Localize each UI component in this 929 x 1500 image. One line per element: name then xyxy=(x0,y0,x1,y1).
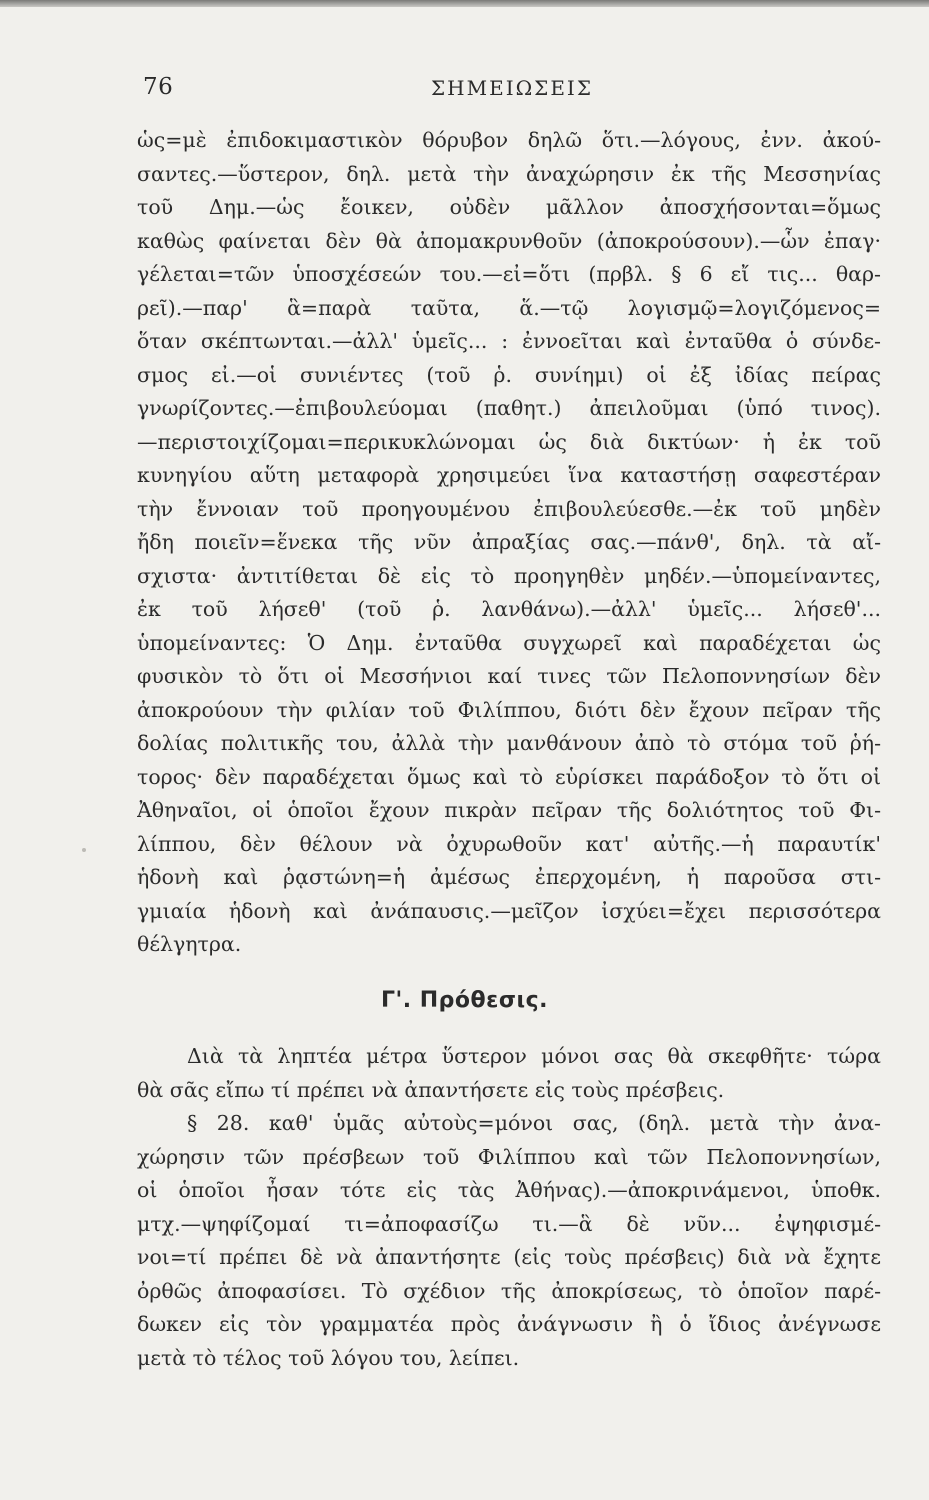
text-line: νοι=τί πρέπει δὲ νὰ ἀπαντήσητε (εἰς τοὺς πρέσβεις) διὰ νὰ ἔχητε xyxy=(137,1245,881,1269)
text-line: καθὼς φαίνεται δὲν θὰ ἀπομακρυνθοῦν (ἀποκρούσουν).—ὧν ἐπαγ· xyxy=(137,228,881,253)
text-line: ὀρθῶς ἀποφασίσει. Τὸ σχέδιον τῆς ἀποκρίσεως, τὸ ὁποῖον παρέ- xyxy=(137,1278,881,1303)
text-line: γέλεται=τῶν ὑποσχέσεών του.—εἰ=ὅτι (πρβλ. § 6 εἴ τις... θαρ- xyxy=(137,262,881,286)
running-head: ΣΗΜΕΙΩΣΕΙΣ xyxy=(431,76,593,100)
text-line: Ἀθηναῖοι, οἱ ὁποῖοι ἔχουν πικρὰν πεῖραν τῆς δολιότητος τοῦ Φι- xyxy=(137,798,881,822)
text-line: δολίας πολιτικῆς του, ἀλλὰ τὴν μανθάνουν ἀπὸ τὸ στόμα τοῦ ῥή- xyxy=(137,731,881,755)
text-line: ἤδη ποιεῖν=ἕνεκα τῆς νῦν ἀπραξίας σας.—πάνθ', δηλ. τὰ αἴ- xyxy=(137,530,881,554)
notes-block xyxy=(137,124,881,962)
text-line: σχιστα· ἀντιτίθεται δὲ εἰς τὸ προηγηθὲν μηδέν.—ὑπομείναντες, xyxy=(137,563,881,588)
section-heading: Γ'. Πρόθεσις. xyxy=(380,988,548,1013)
text-line: Διὰ τὰ ληπτέα μέτρα ὕστερον μόνοι σας θὰ σκεφθῆτε· τώρα xyxy=(187,1044,881,1068)
text-line: δωκεν εἰς τὸν γραμματέα πρὸς ἀνάγνωσιν ἢ ὁ ἴδιος ἀνέγνωσε xyxy=(137,1312,881,1336)
section-block xyxy=(137,1040,881,1375)
text-line: μτχ.—ψηφίζομαί τι=ἀποφασίζω τι.—ἃ δὲ νῦν... ἐψηφισμέ- xyxy=(137,1211,881,1236)
text-line: λίππου, δὲν θέλουν νὰ ὀχυρωθοῦν κατ' αὐτῆς.—ἡ παραυτίκ' xyxy=(137,831,881,856)
text-line: μετὰ τὸ τέλος τοῦ λόγου του, λείπει. xyxy=(137,1345,520,1370)
text-line: τορος· δὲν παραδέχεται ὅμως καὶ τὸ εὑρίσκει παράδοξον τὸ ὅτι οἱ xyxy=(137,764,881,789)
text-line: ἐκ τοῦ λήσεθ' (τοῦ ῥ. λανθάνω).—ἀλλ' ὑμεῖς... λήσεθ'... xyxy=(137,597,881,621)
text-line: φυσικὸν τὸ ὅτι οἱ Μεσσήνιοι καί τινες τῶν Πελοποννησίων δὲν xyxy=(137,664,881,688)
text-line: κυνηγίου αὕτη μεταφορὰ χρησιμεύει ἵνα καταστήσῃ σαφεστέραν xyxy=(137,463,881,487)
text-line: ὅταν σκέπτωνται.—ἀλλ' ὑμεῖς... : ἐννοεῖται καὶ ἐνταῦθα ὁ σύνδε- xyxy=(137,329,881,353)
text-line: θέλγητρα. xyxy=(137,932,242,956)
margin-mark xyxy=(82,848,86,852)
text-line: —περιστοιχίζομαι=περικυκλώνομαι ὡς διὰ δικτύων· ἡ ἐκ τοῦ xyxy=(137,429,881,454)
text-line: σαντες.—ὕστερον, δηλ. μετὰ τὴν ἀναχώρησιν ἐκ τῆς Μεσσηνίας xyxy=(137,161,881,186)
text-line: ρεῖ).—παρ' ἃ=παρὰ ταῦτα, ἅ.—τῷ λογισμῷ=λογιζόμενος= xyxy=(137,295,881,320)
text-line: τοῦ Δημ.—ὡς ἔοικεν, οὐδὲν μᾶλλον ἀποσχήσονται=ὅμως xyxy=(137,195,881,219)
page-number: 76 xyxy=(143,74,174,100)
text-line: θὰ σᾶς εἴπω τί πρέπει νὰ ἀπαντήσετε εἰς τοὺς πρέσβεις. xyxy=(137,1077,725,1102)
text-line: ἀποκρούουν τὴν φιλίαν τοῦ Φιλίππου, διότι δὲν ἔχουν πεῖραν τῆς xyxy=(137,697,881,722)
text-line: ὑπομείναντες: Ὁ Δημ. ἐνταῦθα συγχωρεῖ καὶ παραδέχεται ὡς xyxy=(137,630,881,655)
text-line: ἡδονὴ καὶ ῥᾳστώνη=ἡ ἀμέσως ἐπερχομένη, ἡ παροῦσα στι- xyxy=(137,865,881,889)
text-line: σμος εἰ.—οἱ συνιέντες (τοῦ ῥ. συνίημι) οἱ ἐξ ἰδίας πείρας xyxy=(137,362,881,387)
text-line: οἱ ὁποῖοι ἦσαν τότε εἰς τὰς Ἀθήνας).—ἀποκρινάμενοι, ὑποθκ. xyxy=(137,1178,881,1202)
text-line: χώρησιν τῶν πρέσβεων τοῦ Φιλίππου καὶ τῶν Πελοποννησίων, xyxy=(137,1144,881,1169)
text-line: γμιαία ἡδονὴ καὶ ἀνάπαυσις.—μεῖζον ἰσχύει=ἔχει περισσότερα xyxy=(137,898,881,923)
text-line: ὡς=μὲ ἐπιδοκιμαστικὸν θόρυβον δηλῶ ὅτι.—λόγους, ἐνν. ἀκού- xyxy=(137,128,881,152)
text-line: § 28. καθ' ὑμᾶς αὐτοὺς=μόνοι σας, (δηλ. μετὰ τὴν ἀνα- xyxy=(187,1111,881,1135)
text-line: γνωρίζοντες.—ἐπιβουλεύομαι (παθητ.) ἀπειλοῦμαι (ὑπό τινος). xyxy=(137,396,881,420)
page-header xyxy=(143,70,881,104)
text-line: τὴν ἔννοιαν τοῦ προηγουμένου ἐπιβουλεύεσθε.—ἐκ τοῦ μηδὲν xyxy=(137,496,881,521)
